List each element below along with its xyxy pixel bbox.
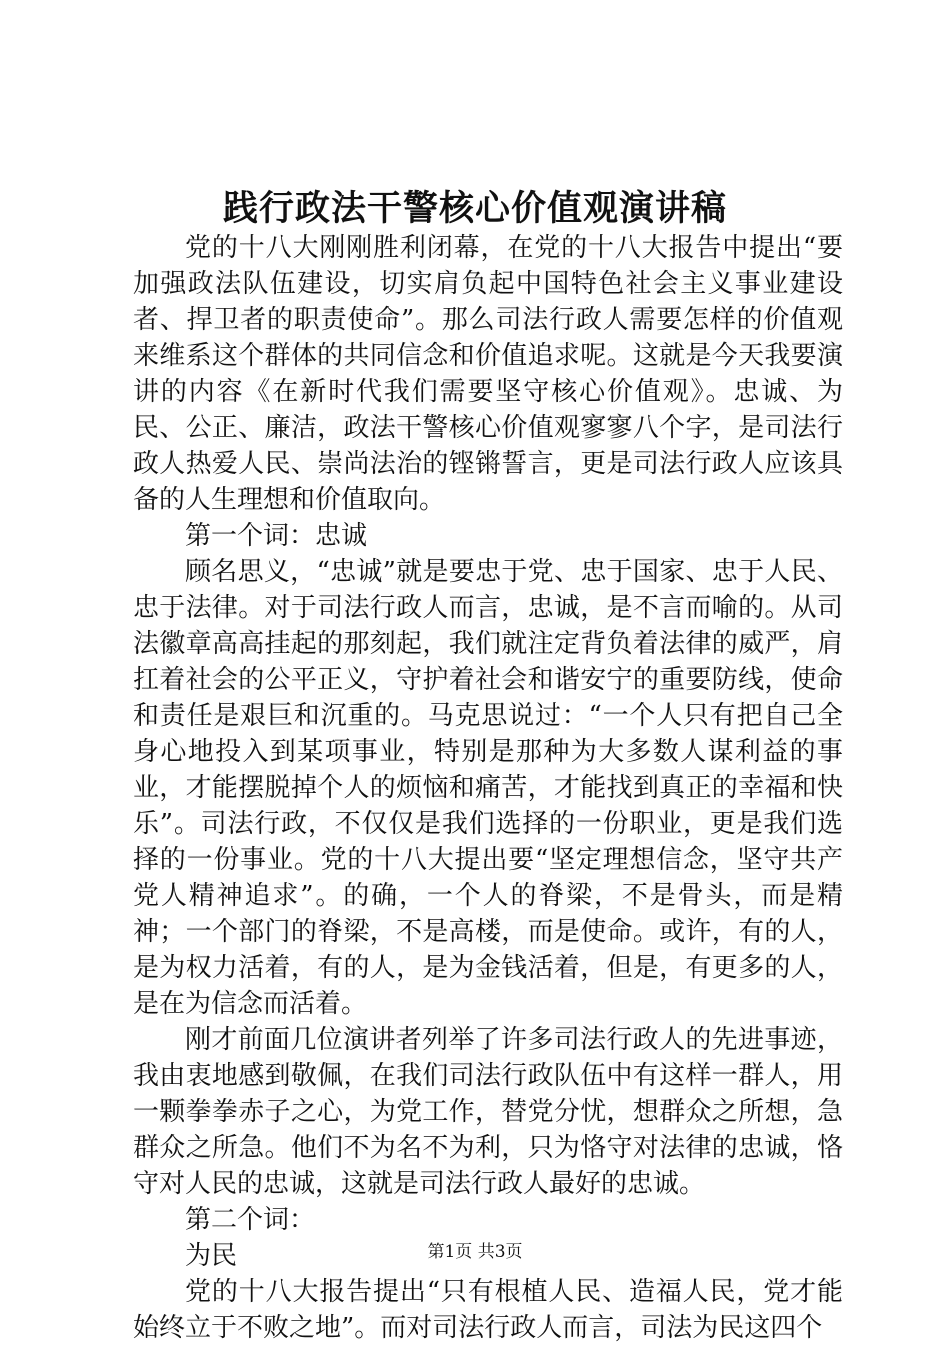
page-number-footer: 第1页 共3页 (427, 1242, 523, 1262)
loyalty-examples-paragraph: 刚才前面几位演讲者列举了许多司法行政人的先进事迹，我由衷地感到敬佩，在我们司法行政队伍中有这样一群人，用一颗拳拳赤子之心，为党工作，替党分忧，想群众之所想，急群众之所急。他们不为名不为利，只为恪守对法律的忠诚，恪守对人民的忠诚，这就是司法行政人最好的忠诚。 (133, 1025, 843, 1199)
document-body (133, 230, 843, 1346)
for-the-people-paragraph: 党的十八大报告提出“只有根植人民、造福人民，党才能始终立于不败之地”。而对司法行政人而言，司法为民这四个 (133, 1277, 843, 1343)
section-heading-second-word: 第二个词： (185, 1205, 316, 1235)
section-heading-loyalty: 第一个词：忠诚 (185, 521, 368, 551)
document-title: 践行政法干警核心价值观演讲稿 (222, 188, 727, 229)
section-heading-for-the-people: 为民 (185, 1241, 238, 1271)
intro-paragraph: 党的十八大刚刚胜利闭幕，在党的十八大报告中提出“要加强政法队伍建设，切实肩负起中国特色社会主义事业建设者、捍卫者的职责使命”。那么司法行政人需要怎样的价值观来维系这个群体的共同信念和价值追求呢。这就是今天我要演讲的内容《在新时代我们需要坚守核心价值观》。忠诚、为民、公正、廉洁，政法干警核心价值观寥寥八个字，是司法行政人热爱人民、崇尚法治的铿锵誓言，更是司法行政人应该具备的人生理想和价值取向。 (133, 233, 843, 515)
loyalty-paragraph: 顾名思义，“忠诚”就是要忠于党、忠于国家、忠于人民、忠于法律。对于司法行政人而言，忠诚，是不言而喻的。从司法徽章高高挂起的那刻起，我们就注定背负着法律的威严，肩扛着社会的公平正义，守护着社会和谐安宁的重要防线，使命和责任是艰巨和沉重的。马克思说过：“一个人只有把自己全身心地投入到某项事业，特别是那种为大多数人谋利益的事业，才能摆脱掉个人的烦恼和痛苦，才能找到真正的幸福和快乐”。司法行政，不仅仅是我们选择的一份职业，更是我们选择的一份事业。党的十八大提出要“坚定理想信念，坚守共产党人精神追求”。的确，一个人的脊梁，不是骨头，而是精神；一个部门的脊梁，不是高楼，而是使命。或许，有的人，是为权力活着，有的人，是为金钱活着，但是，有更多的人，是在为信念而活着。 (133, 557, 843, 1019)
